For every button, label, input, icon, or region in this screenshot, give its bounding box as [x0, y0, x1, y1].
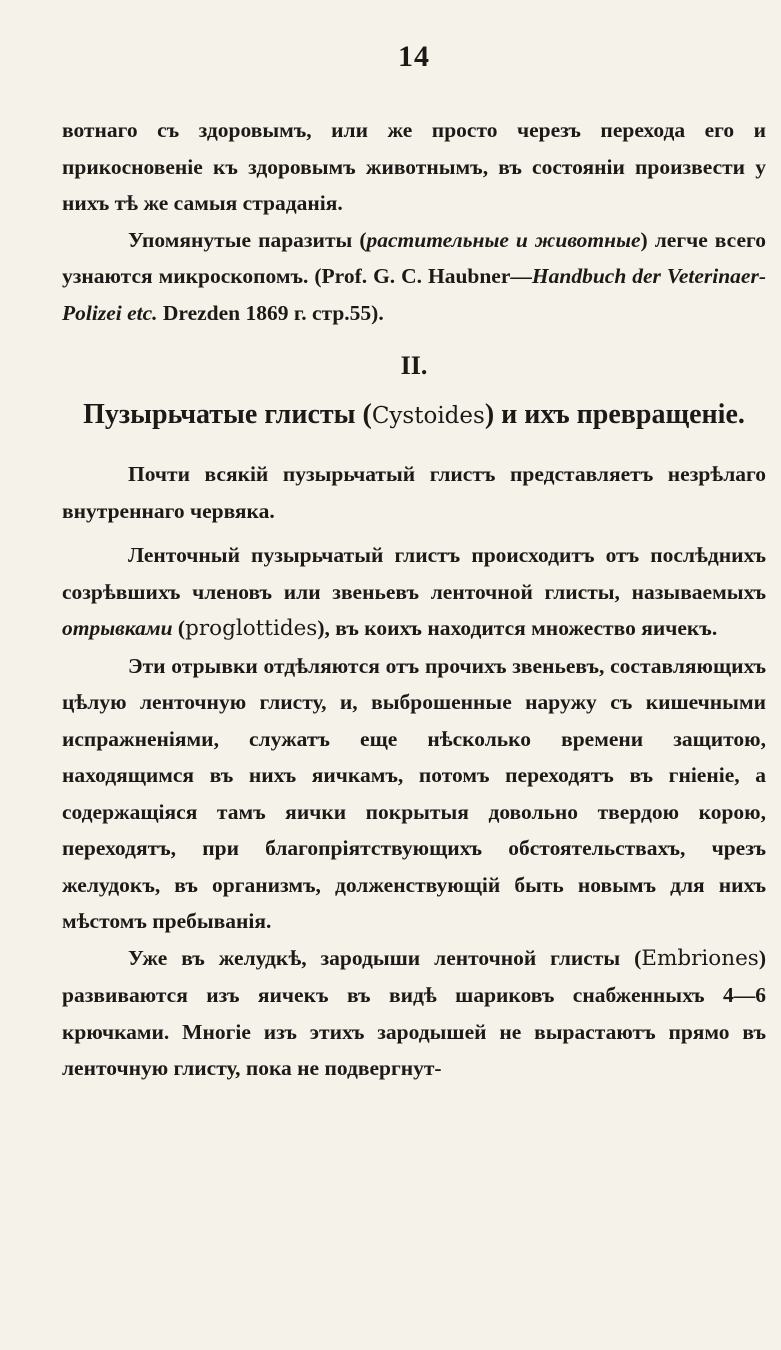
paragraph-4-italic: отрывками — [62, 616, 173, 640]
paragraph-2-text-a: Упомянутые паразиты ( — [128, 227, 367, 252]
section-number: II. — [400, 351, 428, 380]
paragraph-4-text-c: ), въ коихъ находится множество яичекъ. — [317, 616, 718, 640]
paragraph-6 — [62, 940, 766, 1087]
paragraph-6-latin: Embriones — [641, 945, 759, 971]
heading-latin: Cystoides — [371, 403, 485, 429]
heading-text-a: Пузырьчатые глисты ( — [83, 399, 372, 430]
paragraph-1: вотнаго съ здоровымъ, или же просто черезъ перехода его и прикосновеніе къ здоровымъ животнымъ, въ состояніи произвести у нихъ тѣ же самыя страданія. — [62, 118, 766, 215]
paragraph-3: Почти всякій пузырьчатый глистъ представляетъ незрѣлаго внутреннаго червяка. — [62, 462, 766, 523]
page-number: 14 — [398, 40, 430, 73]
paragraph-4-text-a: Ленточный пузырьчатый глистъ происходитъ отъ послѣднихъ созрѣвшихъ членовъ или звеньевъ ленточной глисты, называемыхъ — [62, 543, 766, 604]
section-heading — [62, 393, 766, 438]
heading-text-b: ) и ихъ превращеніе. — [484, 399, 745, 430]
paragraph-2-text-c: Drezden 1869 г. стр.55). — [157, 300, 384, 325]
document-page — [62, 40, 766, 1087]
paragraph-6-text-a: Уже въ желудкѣ, зародыши ленточной глисты ( — [128, 945, 642, 970]
citation-title: Handbuch der Veterinaer-Polizei etc. — [62, 264, 766, 325]
paragraph-4 — [62, 537, 766, 648]
paragraph-5: Эти отрывки отдѣляются отъ прочихъ звеньевъ, составляющихъ цѣлую ленточную глисту, и, выброшенные наружу съ кишечными испражненіями, служатъ еще нѣсколько времени защитою, находящимся въ нихъ яичкамъ, потомъ переходятъ въ гніеніе, а содержащіяся тамъ яички покрытыя довольно твердою корою, переходятъ, при благопріятствующихъ обстоятельствахъ, чрезъ желудокъ, въ организмъ, долженствующій быть новымъ для нихъ мѣстомъ пребыванія. — [62, 653, 766, 933]
paragraph-2 — [62, 222, 766, 332]
paragraph-6-text-b: ) развиваются изъ яичекъ въ видѣ шариковъ снабженныхъ 4—6 крючками. Многіе изъ этихъ зародышей не вырастаютъ прямо въ ленточную глисту, пока не подвергнут- — [62, 945, 766, 1080]
paragraph-2-italic: растительные и животные — [366, 227, 641, 252]
paragraph-4-latin: proglottides — [185, 616, 318, 641]
paragraph-2-text-b: ) легче всего узнаются микроскопомъ. (Prof. G. C. Haubner— — [62, 227, 766, 288]
paragraph-4-text-b: ( — [172, 616, 186, 640]
